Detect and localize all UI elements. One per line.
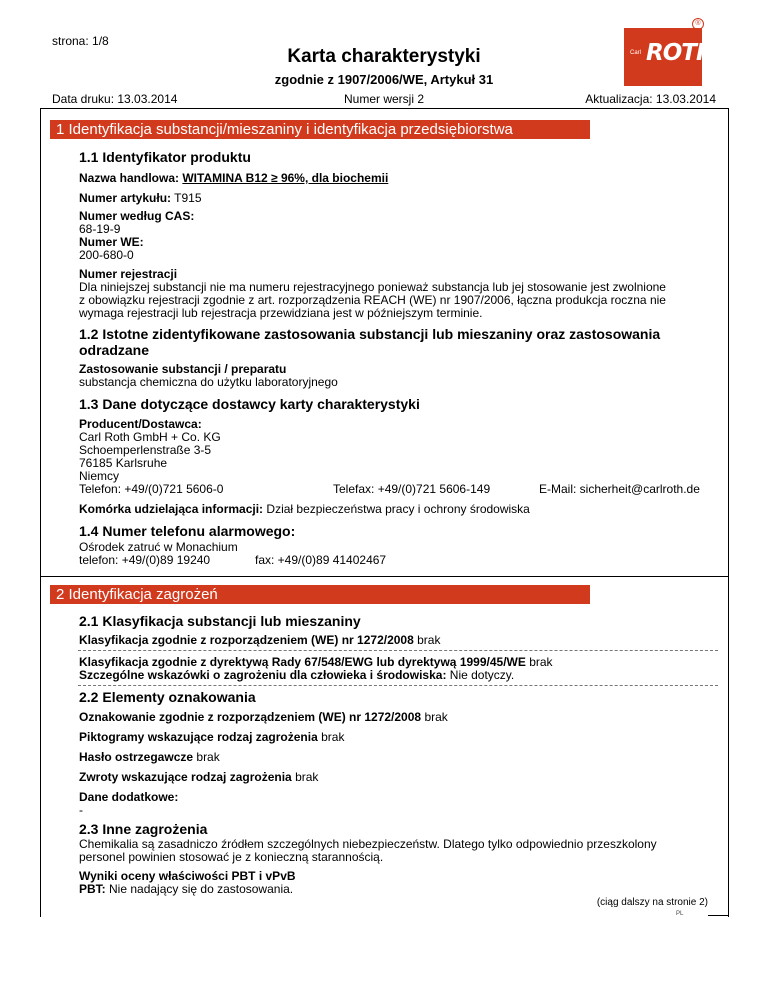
logo-text: ROTH <box>646 40 715 66</box>
logo-small-text: Carl <box>630 50 642 56</box>
heading-2-1: 2.1 Klasyfikacja substancji lub mieszaniny <box>79 613 361 629</box>
signal-word-value: brak <box>196 750 220 764</box>
heading-2-3: 2.3 Inne zagrożenia <box>79 821 208 837</box>
article-number-label: Numer artykułu: <box>79 191 172 205</box>
section-divider <box>40 576 728 577</box>
emergency-phone: telefon: +49/(0)89 19240 <box>79 553 211 567</box>
registration-text-1: Dla niniejszej substancji nie ma numeru rejestracyjnego ponieważ substancja lub jej stosowanie jest zwolnione <box>79 280 666 294</box>
emergency-fax: fax: +49/(0)89 41402467 <box>255 553 387 567</box>
signal-word <box>79 751 220 764</box>
version-number: Numer wersji 2 <box>343 92 424 106</box>
roth-logo <box>624 28 715 86</box>
pbt-heading: Wyniki oceny właściwości PBT i vPvB <box>79 869 296 883</box>
print-date: Data druku: 13.03.2014 <box>52 92 178 106</box>
producer-line-2: Schoemperlenstraße 3-5 <box>79 443 212 457</box>
pbt-result <box>79 883 293 896</box>
heading-1-3: 1.3 Dane dotyczące dostawcy karty charakterystyki <box>79 396 420 412</box>
signal-word-label: Hasło ostrzegawcze <box>79 750 194 764</box>
article-number-value: T915 <box>174 191 202 205</box>
continued-note: (ciąg dalszy na stronie 2) <box>596 897 708 908</box>
trade-name-label: Nazwa handlowa: <box>79 171 180 185</box>
heading-1-2-line-1: 1.2 Istotne zidentyfikowane zastosowania substancji lub mieszaniny oraz zastosowania <box>79 326 661 342</box>
classification-clp-label: Klasyfikacja zgodnie z rozporządzeniem (WE) nr 1272/2008 <box>79 633 414 647</box>
producer-line-3: 76185 Karlsruhe <box>79 456 168 470</box>
registration-label: Numer rejestracji <box>79 267 178 281</box>
producer-line-1: Carl Roth GmbH + Co. KG <box>79 430 221 444</box>
heading-1-1: 1.1 Identyfikator produktu <box>79 149 251 165</box>
trade-name-value: WITAMINA B12 ≥ 96%, dla biochemii <box>182 171 389 185</box>
classification-dsd-label: Klasyfikacja zgodnie z dyrektywą Rady 67/548/EWG lub dyrektywą 1999/45/WE <box>79 655 526 669</box>
pictograms-label: Piktogramy wskazujące rodzaj zagrożenia <box>79 730 318 744</box>
hazard-statements-value: brak <box>295 770 319 784</box>
hazard-statements-label: Zwroty wskazujące rodzaj zagrożenia <box>79 770 292 784</box>
info-department <box>79 503 530 516</box>
document-title: Karta charakterystyki <box>287 46 481 67</box>
special-hazards-value: Nie dotyczy. <box>449 668 515 682</box>
document-subtitle: zgodnie z 1907/2006/WE, Artykuł 31 <box>274 72 494 87</box>
heading-1-4: 1.4 Numer telefonu alarmowego: <box>79 523 296 539</box>
email: E-Mail: sicherheit@carlroth.de <box>539 482 700 496</box>
pictograms-value: brak <box>321 730 345 744</box>
special-hazards <box>79 669 514 682</box>
we-label: Numer WE: <box>79 235 144 249</box>
registered-mark: ® <box>692 18 704 30</box>
classification-clp <box>79 634 440 647</box>
cas-value: 68-19-9 <box>79 222 121 236</box>
additional-info-label: Dane dodatkowe: <box>79 790 179 804</box>
pictograms <box>79 731 344 744</box>
heading-1-2-line-2: odradzane <box>79 342 150 358</box>
info-value: Dział bezpieczeństwa pracy i ochrony środowiska <box>266 502 530 516</box>
pbt-value: Nie nadający się do zastosowania. <box>109 882 294 896</box>
registration-text-3: wymaga rejestracji lub rejestracja przewidziana jest w późniejszym terminie. <box>79 306 483 320</box>
classification-clp-value: brak <box>417 633 441 647</box>
trade-name <box>79 172 388 185</box>
dashed-divider <box>78 650 718 651</box>
fax: Telefax: +49/(0)721 5606-149 <box>333 482 491 496</box>
classification-dsd-value: brak <box>529 655 553 669</box>
footer-rule <box>708 915 728 916</box>
additional-info-value: - <box>79 803 83 817</box>
cas-label: Numer według CAS: <box>79 209 195 223</box>
use-value: substancja chemiczna do użytku laboratoryjnego <box>79 375 338 389</box>
update-date: Aktualizacja: 13.03.2014 <box>585 92 716 106</box>
labelling-clp-label: Oznakowanie zgodnie z rozporządzeniem (WE) nr 1272/2008 <box>79 710 422 724</box>
other-hazards-line-1: Chemikalia są zasadniczo źródłem szczególnych niebezpieczeństw. Dlatego tylko odpowiednio przeszkolony <box>79 837 657 851</box>
article-number <box>79 192 202 205</box>
heading-2-2: 2.2 Elementy oznakowania <box>79 689 256 705</box>
use-label: Zastosowanie substancji / preparatu <box>79 362 287 376</box>
other-hazards-line-2: personel powinien stosować je z konieczną starannością. <box>79 850 384 864</box>
hazard-statements <box>79 771 318 784</box>
section-2-heading: 2 Identyfikacja zagrożeń <box>50 585 590 604</box>
producer-label: Producent/Dostawca: <box>79 417 202 431</box>
we-value: 200-680-0 <box>79 248 134 262</box>
labelling-clp-value: brak <box>424 710 448 724</box>
info-label: Komórka udzielająca informacji: <box>79 502 264 516</box>
registration-text-2: z obowiązku rejestracji zgodnie z art. rozporządzenia REACH (WE) nr 1907/2006, łączna produkcja roczna nie <box>79 293 666 307</box>
pbt-label: PBT: <box>79 882 106 896</box>
language-code: PL <box>676 911 684 917</box>
labelling-clp <box>79 711 448 724</box>
dashed-divider <box>78 685 718 686</box>
page-number: strona: 1/8 <box>52 34 109 48</box>
phone: Telefon: +49/(0)721 5606-0 <box>79 482 224 496</box>
section-1-heading: 1 Identyfikacja substancji/mieszaniny i identyfikacja przedsiębiorstwa <box>50 120 590 139</box>
special-hazards-label: Szczególne wskazówki o zagrożeniu dla człowieka i środowiska: <box>79 668 447 682</box>
producer-line-4: Niemcy <box>79 469 120 483</box>
emergency-line-1: Ośrodek zatruć w Monachium <box>79 540 238 554</box>
